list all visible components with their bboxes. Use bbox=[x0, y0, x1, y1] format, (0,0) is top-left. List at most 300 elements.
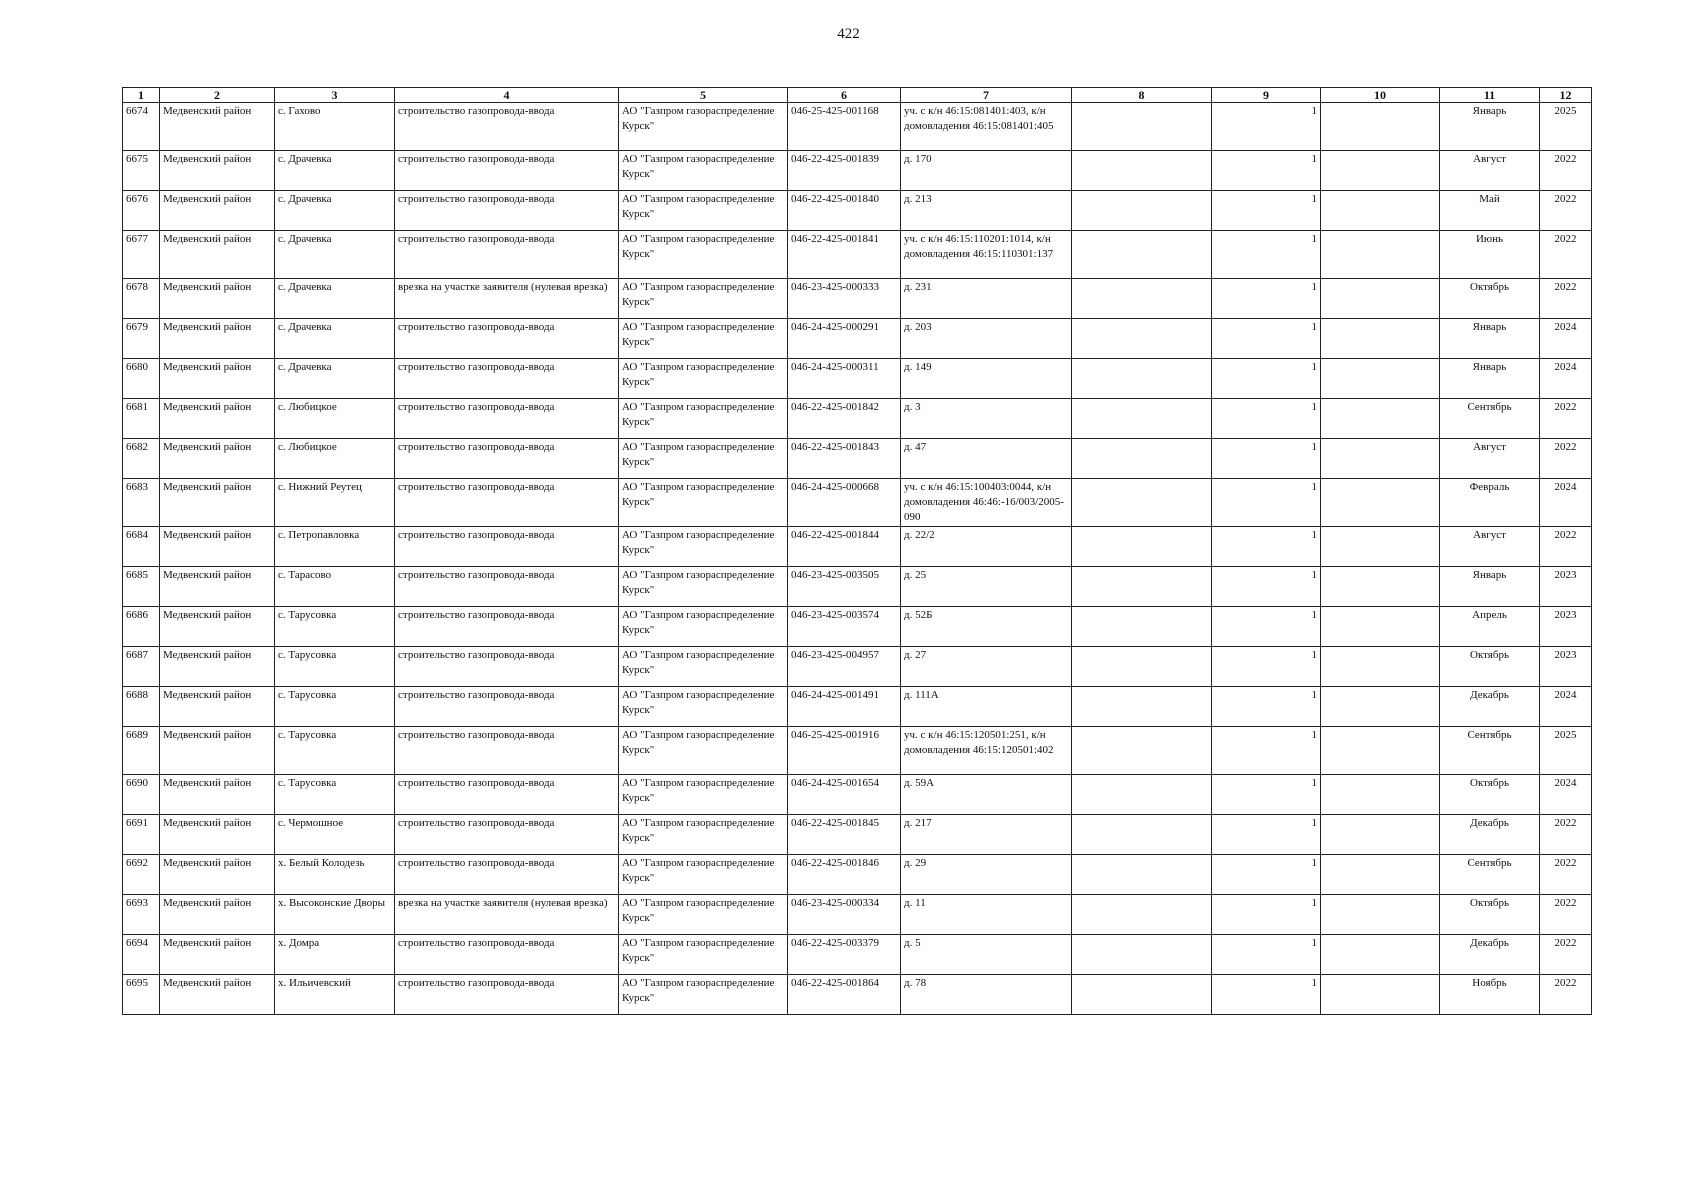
table-row bbox=[123, 855, 1592, 895]
year-cell: 2023 bbox=[1540, 567, 1592, 607]
locality-cell: с. Любицкое bbox=[275, 439, 395, 479]
column-10-cell bbox=[1321, 359, 1440, 399]
col-header-12: 12 bbox=[1540, 88, 1592, 103]
quantity-cell: 1 bbox=[1212, 567, 1321, 607]
district-cell: Медвенский район bbox=[160, 607, 275, 647]
work-type-cell: строительство газопровода-ввода bbox=[395, 687, 619, 727]
organization-cell: АО "Газпром газораспределение Курск" bbox=[619, 191, 788, 231]
work-type-cell: врезка на участке заявителя (нулевая врезка) bbox=[395, 279, 619, 319]
col-header-6: 6 bbox=[788, 88, 901, 103]
application-code-cell: 046-22-425-001839 bbox=[788, 151, 901, 191]
application-code-cell: 046-24-425-001491 bbox=[788, 687, 901, 727]
quantity-cell: 1 bbox=[1212, 775, 1321, 815]
column-8-cell bbox=[1072, 399, 1212, 439]
column-8-cell bbox=[1072, 855, 1212, 895]
application-code-cell: 046-23-425-003505 bbox=[788, 567, 901, 607]
locality-cell: с. Нижний Реутец bbox=[275, 479, 395, 527]
district-cell: Медвенский район bbox=[160, 103, 275, 151]
application-code-cell: 046-25-425-001168 bbox=[788, 103, 901, 151]
month-cell: Январь bbox=[1440, 319, 1540, 359]
organization-cell: АО "Газпром газораспределение Курск" bbox=[619, 647, 788, 687]
column-8-cell bbox=[1072, 279, 1212, 319]
address-cell: уч. с к/н 46:15:120501:251, к/н домовладения 46:15:120501:402 bbox=[901, 727, 1072, 775]
locality-cell: х. Ильичевский bbox=[275, 975, 395, 1015]
work-type-cell: строительство газопровода-ввода bbox=[395, 775, 619, 815]
column-10-cell bbox=[1321, 647, 1440, 687]
month-cell: Январь bbox=[1440, 567, 1540, 607]
table-row bbox=[123, 687, 1592, 727]
table-row bbox=[123, 279, 1592, 319]
quantity-cell: 1 bbox=[1212, 687, 1321, 727]
column-8-cell bbox=[1072, 815, 1212, 855]
table-row bbox=[123, 319, 1592, 359]
column-8-cell bbox=[1072, 231, 1212, 279]
district-cell: Медвенский район bbox=[160, 319, 275, 359]
application-code-cell: 046-23-425-000334 bbox=[788, 895, 901, 935]
col-header-11: 11 bbox=[1440, 88, 1540, 103]
month-cell: Январь bbox=[1440, 359, 1540, 399]
work-type-cell: врезка на участке заявителя (нулевая врезка) bbox=[395, 895, 619, 935]
locality-cell: с. Тарусовка bbox=[275, 607, 395, 647]
year-cell: 2022 bbox=[1540, 231, 1592, 279]
organization-cell: АО "Газпром газораспределение Курск" bbox=[619, 439, 788, 479]
row-number: 6682 bbox=[123, 439, 160, 479]
locality-cell: с. Драчевка bbox=[275, 319, 395, 359]
locality-cell: с. Тарусовка bbox=[275, 727, 395, 775]
year-cell: 2022 bbox=[1540, 399, 1592, 439]
organization-cell: АО "Газпром газораспределение Курск" bbox=[619, 567, 788, 607]
table-row bbox=[123, 527, 1592, 567]
address-cell: д. 27 bbox=[901, 647, 1072, 687]
year-cell: 2022 bbox=[1540, 151, 1592, 191]
locality-cell: с. Чермошное bbox=[275, 815, 395, 855]
column-10-cell bbox=[1321, 191, 1440, 231]
row-number: 6694 bbox=[123, 935, 160, 975]
col-header-4: 4 bbox=[395, 88, 619, 103]
table-row bbox=[123, 151, 1592, 191]
column-8-cell bbox=[1072, 103, 1212, 151]
application-code-cell: 046-23-425-003574 bbox=[788, 607, 901, 647]
work-type-cell: строительство газопровода-ввода bbox=[395, 815, 619, 855]
column-10-cell bbox=[1321, 895, 1440, 935]
application-code-cell: 046-22-425-001845 bbox=[788, 815, 901, 855]
column-8-cell bbox=[1072, 687, 1212, 727]
month-cell: Декабрь bbox=[1440, 935, 1540, 975]
application-code-cell: 046-22-425-001846 bbox=[788, 855, 901, 895]
application-code-cell: 046-22-425-001842 bbox=[788, 399, 901, 439]
column-8-cell bbox=[1072, 151, 1212, 191]
address-cell: д. 213 bbox=[901, 191, 1072, 231]
application-code-cell: 046-22-425-003379 bbox=[788, 935, 901, 975]
organization-cell: АО "Газпром газораспределение Курск" bbox=[619, 279, 788, 319]
application-code-cell: 046-22-425-001841 bbox=[788, 231, 901, 279]
application-code-cell: 046-24-425-000291 bbox=[788, 319, 901, 359]
quantity-cell: 1 bbox=[1212, 279, 1321, 319]
district-cell: Медвенский район bbox=[160, 975, 275, 1015]
district-cell: Медвенский район bbox=[160, 895, 275, 935]
address-cell: д. 149 bbox=[901, 359, 1072, 399]
application-code-cell: 046-22-425-001844 bbox=[788, 527, 901, 567]
work-type-cell: строительство газопровода-ввода bbox=[395, 855, 619, 895]
column-8-cell bbox=[1072, 439, 1212, 479]
district-cell: Медвенский район bbox=[160, 855, 275, 895]
organization-cell: АО "Газпром газораспределение Курск" bbox=[619, 687, 788, 727]
column-8-cell bbox=[1072, 359, 1212, 399]
address-cell: д. 29 bbox=[901, 855, 1072, 895]
address-cell: уч. с к/н 46:15:081401:403, к/н домовладения 46:15:081401:405 bbox=[901, 103, 1072, 151]
col-header-5: 5 bbox=[619, 88, 788, 103]
work-type-cell: строительство газопровода-ввода bbox=[395, 319, 619, 359]
row-number: 6685 bbox=[123, 567, 160, 607]
year-cell: 2022 bbox=[1540, 895, 1592, 935]
row-number: 6689 bbox=[123, 727, 160, 775]
table-row bbox=[123, 479, 1592, 527]
row-number: 6681 bbox=[123, 399, 160, 439]
column-10-cell bbox=[1321, 231, 1440, 279]
header-row bbox=[123, 88, 1592, 103]
column-10-cell bbox=[1321, 815, 1440, 855]
table-row bbox=[123, 103, 1592, 151]
work-type-cell: строительство газопровода-ввода bbox=[395, 359, 619, 399]
work-type-cell: строительство газопровода-ввода bbox=[395, 479, 619, 527]
month-cell: Сентябрь bbox=[1440, 399, 1540, 439]
quantity-cell: 1 bbox=[1212, 975, 1321, 1015]
locality-cell: с. Драчевка bbox=[275, 151, 395, 191]
column-8-cell bbox=[1072, 647, 1212, 687]
organization-cell: АО "Газпром газораспределение Курск" bbox=[619, 975, 788, 1015]
column-10-cell bbox=[1321, 151, 1440, 191]
column-10-cell bbox=[1321, 103, 1440, 151]
locality-cell: х. Домра bbox=[275, 935, 395, 975]
column-8-cell bbox=[1072, 191, 1212, 231]
district-cell: Медвенский район bbox=[160, 775, 275, 815]
table-row bbox=[123, 567, 1592, 607]
row-number: 6687 bbox=[123, 647, 160, 687]
table-row bbox=[123, 439, 1592, 479]
column-8-cell bbox=[1072, 935, 1212, 975]
locality-cell: с. Гахово bbox=[275, 103, 395, 151]
quantity-cell: 1 bbox=[1212, 855, 1321, 895]
column-8-cell bbox=[1072, 527, 1212, 567]
year-cell: 2025 bbox=[1540, 727, 1592, 775]
month-cell: Декабрь bbox=[1440, 815, 1540, 855]
col-header-8: 8 bbox=[1072, 88, 1212, 103]
district-cell: Медвенский район bbox=[160, 727, 275, 775]
work-type-cell: строительство газопровода-ввода bbox=[395, 527, 619, 567]
address-cell: д. 52Б bbox=[901, 607, 1072, 647]
quantity-cell: 1 bbox=[1212, 479, 1321, 527]
month-cell: Декабрь bbox=[1440, 687, 1540, 727]
year-cell: 2022 bbox=[1540, 527, 1592, 567]
organization-cell: АО "Газпром газораспределение Курск" bbox=[619, 231, 788, 279]
month-cell: Август bbox=[1440, 439, 1540, 479]
table-row bbox=[123, 359, 1592, 399]
col-header-10: 10 bbox=[1321, 88, 1440, 103]
address-cell: уч. с к/н 46:15:110201:1014, к/н домовладения 46:15:110301:137 bbox=[901, 231, 1072, 279]
column-8-cell bbox=[1072, 895, 1212, 935]
work-type-cell: строительство газопровода-ввода bbox=[395, 151, 619, 191]
organization-cell: АО "Газпром газораспределение Курск" bbox=[619, 399, 788, 439]
row-number: 6677 bbox=[123, 231, 160, 279]
organization-cell: АО "Газпром газораспределение Курск" bbox=[619, 479, 788, 527]
work-type-cell: строительство газопровода-ввода bbox=[395, 399, 619, 439]
address-cell: д. 231 bbox=[901, 279, 1072, 319]
column-10-cell bbox=[1321, 439, 1440, 479]
month-cell: Октябрь bbox=[1440, 279, 1540, 319]
locality-cell: с. Драчевка bbox=[275, 359, 395, 399]
application-code-cell: 046-24-425-000668 bbox=[788, 479, 901, 527]
work-type-cell: строительство газопровода-ввода bbox=[395, 607, 619, 647]
application-code-cell: 046-24-425-000311 bbox=[788, 359, 901, 399]
locality-cell: с. Тарасово bbox=[275, 567, 395, 607]
month-cell: Август bbox=[1440, 527, 1540, 567]
address-cell: д. 59А bbox=[901, 775, 1072, 815]
row-number: 6693 bbox=[123, 895, 160, 935]
address-cell: д. 203 bbox=[901, 319, 1072, 359]
table-row bbox=[123, 647, 1592, 687]
column-10-cell bbox=[1321, 775, 1440, 815]
year-cell: 2022 bbox=[1540, 279, 1592, 319]
column-8-cell bbox=[1072, 607, 1212, 647]
district-cell: Медвенский район bbox=[160, 359, 275, 399]
month-cell: Ноябрь bbox=[1440, 975, 1540, 1015]
district-cell: Медвенский район bbox=[160, 151, 275, 191]
work-type-cell: строительство газопровода-ввода bbox=[395, 191, 619, 231]
address-cell: д. 3 bbox=[901, 399, 1072, 439]
year-cell: 2022 bbox=[1540, 815, 1592, 855]
organization-cell: АО "Газпром газораспределение Курск" bbox=[619, 895, 788, 935]
organization-cell: АО "Газпром газораспределение Курск" bbox=[619, 727, 788, 775]
row-number: 6674 bbox=[123, 103, 160, 151]
district-cell: Медвенский район bbox=[160, 815, 275, 855]
address-cell: д. 111А bbox=[901, 687, 1072, 727]
work-type-cell: строительство газопровода-ввода bbox=[395, 231, 619, 279]
quantity-cell: 1 bbox=[1212, 895, 1321, 935]
district-cell: Медвенский район bbox=[160, 479, 275, 527]
col-header-3: 3 bbox=[275, 88, 395, 103]
year-cell: 2022 bbox=[1540, 439, 1592, 479]
quantity-cell: 1 bbox=[1212, 399, 1321, 439]
month-cell: Август bbox=[1440, 151, 1540, 191]
locality-cell: х. Высоконские Дворы bbox=[275, 895, 395, 935]
work-type-cell: строительство газопровода-ввода bbox=[395, 103, 619, 151]
locality-cell: с. Драчевка bbox=[275, 279, 395, 319]
year-cell: 2024 bbox=[1540, 319, 1592, 359]
quantity-cell: 1 bbox=[1212, 191, 1321, 231]
table-row bbox=[123, 775, 1592, 815]
work-type-cell: строительство газопровода-ввода bbox=[395, 975, 619, 1015]
column-10-cell bbox=[1321, 279, 1440, 319]
col-header-7: 7 bbox=[901, 88, 1072, 103]
row-number: 6691 bbox=[123, 815, 160, 855]
quantity-cell: 1 bbox=[1212, 359, 1321, 399]
column-8-cell bbox=[1072, 319, 1212, 359]
column-8-cell bbox=[1072, 567, 1212, 607]
month-cell: Октябрь bbox=[1440, 775, 1540, 815]
address-cell: д. 5 bbox=[901, 935, 1072, 975]
address-cell: д. 78 bbox=[901, 975, 1072, 1015]
quantity-cell: 1 bbox=[1212, 607, 1321, 647]
year-cell: 2023 bbox=[1540, 647, 1592, 687]
table-row bbox=[123, 935, 1592, 975]
locality-cell: с. Петропавловка bbox=[275, 527, 395, 567]
district-cell: Медвенский район bbox=[160, 567, 275, 607]
locality-cell: с. Драчевка bbox=[275, 231, 395, 279]
month-cell: Январь bbox=[1440, 103, 1540, 151]
row-number: 6690 bbox=[123, 775, 160, 815]
organization-cell: АО "Газпром газораспределение Курск" bbox=[619, 607, 788, 647]
locality-cell: х. Белый Колодезь bbox=[275, 855, 395, 895]
row-number: 6684 bbox=[123, 527, 160, 567]
table-row bbox=[123, 895, 1592, 935]
locality-cell: с. Любицкое bbox=[275, 399, 395, 439]
address-cell: д. 47 bbox=[901, 439, 1072, 479]
year-cell: 2022 bbox=[1540, 935, 1592, 975]
month-cell: Октябрь bbox=[1440, 895, 1540, 935]
column-10-cell bbox=[1321, 935, 1440, 975]
month-cell: Июнь bbox=[1440, 231, 1540, 279]
column-10-cell bbox=[1321, 399, 1440, 439]
organization-cell: АО "Газпром газораспределение Курск" bbox=[619, 151, 788, 191]
month-cell: Сентябрь bbox=[1440, 855, 1540, 895]
year-cell: 2025 bbox=[1540, 103, 1592, 151]
organization-cell: АО "Газпром газораспределение Курск" bbox=[619, 935, 788, 975]
table-row bbox=[123, 231, 1592, 279]
work-type-cell: строительство газопровода-ввода bbox=[395, 567, 619, 607]
address-cell: д. 25 bbox=[901, 567, 1072, 607]
col-header-9: 9 bbox=[1212, 88, 1321, 103]
row-number: 6678 bbox=[123, 279, 160, 319]
row-number: 6686 bbox=[123, 607, 160, 647]
column-10-cell bbox=[1321, 567, 1440, 607]
district-cell: Медвенский район bbox=[160, 527, 275, 567]
quantity-cell: 1 bbox=[1212, 319, 1321, 359]
application-code-cell: 046-22-425-001843 bbox=[788, 439, 901, 479]
column-10-cell bbox=[1321, 855, 1440, 895]
quantity-cell: 1 bbox=[1212, 103, 1321, 151]
row-number: 6683 bbox=[123, 479, 160, 527]
table-row bbox=[123, 727, 1592, 775]
table-row bbox=[123, 815, 1592, 855]
address-cell: д. 22/2 bbox=[901, 527, 1072, 567]
application-code-cell: 046-22-425-001840 bbox=[788, 191, 901, 231]
application-code-cell: 046-24-425-001654 bbox=[788, 775, 901, 815]
page-number: 422 bbox=[837, 26, 860, 42]
table-row bbox=[123, 607, 1592, 647]
district-cell: Медвенский район bbox=[160, 399, 275, 439]
quantity-cell: 1 bbox=[1212, 647, 1321, 687]
month-cell: Сентябрь bbox=[1440, 727, 1540, 775]
column-10-cell bbox=[1321, 975, 1440, 1015]
application-code-cell: 046-25-425-001916 bbox=[788, 727, 901, 775]
organization-cell: АО "Газпром газораспределение Курск" bbox=[619, 855, 788, 895]
application-code-cell: 046-22-425-001864 bbox=[788, 975, 901, 1015]
address-cell: д. 11 bbox=[901, 895, 1072, 935]
work-type-cell: строительство газопровода-ввода bbox=[395, 439, 619, 479]
district-cell: Медвенский район bbox=[160, 439, 275, 479]
district-cell: Медвенский район bbox=[160, 935, 275, 975]
month-cell: Октябрь bbox=[1440, 647, 1540, 687]
column-10-cell bbox=[1321, 319, 1440, 359]
work-type-cell: строительство газопровода-ввода bbox=[395, 727, 619, 775]
table-body bbox=[123, 103, 1592, 1015]
organization-cell: АО "Газпром газораспределение Курск" bbox=[619, 103, 788, 151]
year-cell: 2023 bbox=[1540, 607, 1592, 647]
locality-cell: с. Тарусовка bbox=[275, 775, 395, 815]
district-cell: Медвенский район bbox=[160, 191, 275, 231]
row-number: 6688 bbox=[123, 687, 160, 727]
quantity-cell: 1 bbox=[1212, 815, 1321, 855]
application-code-cell: 046-23-425-000333 bbox=[788, 279, 901, 319]
year-cell: 2022 bbox=[1540, 191, 1592, 231]
locality-cell: с. Тарусовка bbox=[275, 647, 395, 687]
year-cell: 2024 bbox=[1540, 687, 1592, 727]
registry-table bbox=[122, 87, 1592, 1015]
year-cell: 2024 bbox=[1540, 359, 1592, 399]
organization-cell: АО "Газпром газораспределение Курск" bbox=[619, 815, 788, 855]
quantity-cell: 1 bbox=[1212, 439, 1321, 479]
month-cell: Февраль bbox=[1440, 479, 1540, 527]
row-number: 6695 bbox=[123, 975, 160, 1015]
year-cell: 2024 bbox=[1540, 775, 1592, 815]
quantity-cell: 1 bbox=[1212, 231, 1321, 279]
column-8-cell bbox=[1072, 775, 1212, 815]
column-10-cell bbox=[1321, 727, 1440, 775]
year-cell: 2022 bbox=[1540, 975, 1592, 1015]
row-number: 6675 bbox=[123, 151, 160, 191]
work-type-cell: строительство газопровода-ввода bbox=[395, 647, 619, 687]
address-cell: д. 217 bbox=[901, 815, 1072, 855]
organization-cell: АО "Газпром газораспределение Курск" bbox=[619, 359, 788, 399]
column-8-cell bbox=[1072, 479, 1212, 527]
month-cell: Апрель bbox=[1440, 607, 1540, 647]
row-number: 6676 bbox=[123, 191, 160, 231]
address-cell: д. 170 bbox=[901, 151, 1072, 191]
table-row bbox=[123, 191, 1592, 231]
district-cell: Медвенский район bbox=[160, 647, 275, 687]
row-number: 6692 bbox=[123, 855, 160, 895]
column-10-cell bbox=[1321, 527, 1440, 567]
district-cell: Медвенский район bbox=[160, 279, 275, 319]
table-row bbox=[123, 975, 1592, 1015]
table-row bbox=[123, 399, 1592, 439]
row-number: 6679 bbox=[123, 319, 160, 359]
organization-cell: АО "Газпром газораспределение Курск" bbox=[619, 527, 788, 567]
work-type-cell: строительство газопровода-ввода bbox=[395, 935, 619, 975]
column-10-cell bbox=[1321, 607, 1440, 647]
row-number: 6680 bbox=[123, 359, 160, 399]
locality-cell: с. Тарусовка bbox=[275, 687, 395, 727]
column-8-cell bbox=[1072, 975, 1212, 1015]
application-code-cell: 046-23-425-004957 bbox=[788, 647, 901, 687]
address-cell: уч. с к/н 46:15:100403:0044, к/н домовладения 46:46:-16/003/2005-090 bbox=[901, 479, 1072, 527]
column-10-cell bbox=[1321, 479, 1440, 527]
column-10-cell bbox=[1321, 687, 1440, 727]
quantity-cell: 1 bbox=[1212, 151, 1321, 191]
year-cell: 2024 bbox=[1540, 479, 1592, 527]
quantity-cell: 1 bbox=[1212, 727, 1321, 775]
column-8-cell bbox=[1072, 727, 1212, 775]
district-cell: Медвенский район bbox=[160, 231, 275, 279]
organization-cell: АО "Газпром газораспределение Курск" bbox=[619, 319, 788, 359]
district-cell: Медвенский район bbox=[160, 687, 275, 727]
organization-cell: АО "Газпром газораспределение Курск" bbox=[619, 775, 788, 815]
quantity-cell: 1 bbox=[1212, 935, 1321, 975]
locality-cell: с. Драчевка bbox=[275, 191, 395, 231]
col-header-2: 2 bbox=[160, 88, 275, 103]
col-header-1: 1 bbox=[123, 88, 160, 103]
quantity-cell: 1 bbox=[1212, 527, 1321, 567]
